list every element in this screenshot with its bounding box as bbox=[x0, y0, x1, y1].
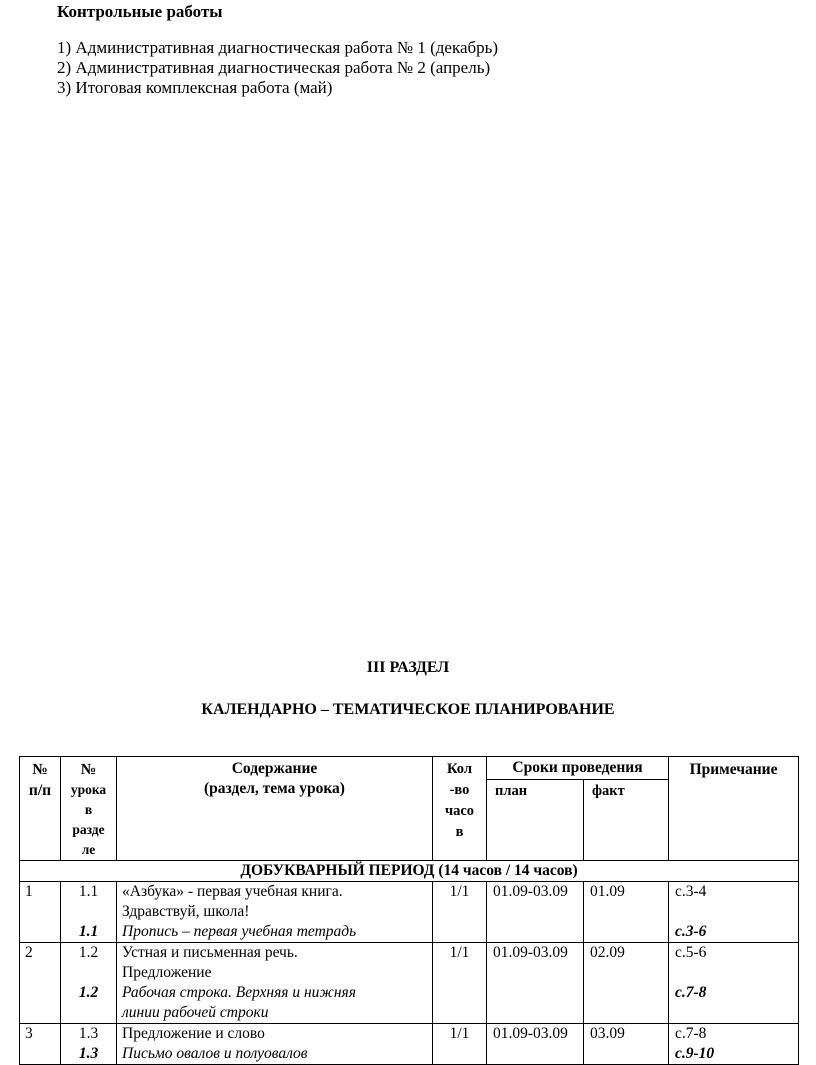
row-number: 3 bbox=[20, 1024, 61, 1065]
row-lesson-number: 1.3 1.3 bbox=[61, 1024, 117, 1065]
header-content: Содержание (раздел, тема урока) bbox=[117, 757, 433, 861]
header-number: № п/п bbox=[20, 757, 61, 861]
row-note: с.3-4 с.3-6 bbox=[669, 882, 799, 943]
table-header-row bbox=[20, 757, 799, 780]
row-number: 2 bbox=[20, 943, 61, 1024]
row-fact-date: 01.09 bbox=[584, 882, 669, 943]
row-content: Устная и письменная речь. Предложение Рабочая строка. Верхняя и нижняя линии рабочей строки bbox=[117, 943, 433, 1024]
row-content: Предложение и слово Письмо овалов и полуовалов bbox=[117, 1024, 433, 1065]
row-number: 1 bbox=[20, 882, 61, 943]
control-work-item: 3) Итоговая комплексная работа (май) bbox=[57, 78, 333, 97]
row-plan-date: 01.09-03.09 bbox=[487, 943, 584, 1024]
header-note: Примечание bbox=[669, 757, 799, 861]
control-work-item: 2) Административная диагностическая работа № 2 (апрель) bbox=[57, 58, 491, 77]
section-title: III РАЗДЕЛ bbox=[366, 659, 450, 676]
control-works-list bbox=[57, 38, 498, 98]
row-fact-date: 03.09 bbox=[584, 1024, 669, 1065]
row-note: с.7-8 с.9-10 bbox=[669, 1024, 799, 1065]
header-hours: Кол -во часо в bbox=[433, 757, 487, 861]
header-dates: Сроки проведения bbox=[487, 757, 669, 780]
row-hours: 1/1 bbox=[433, 882, 487, 943]
planning-title: КАЛЕНДАРНО – ТЕМАТИЧЕСКОЕ ПЛАНИРОВАНИЕ bbox=[201, 701, 615, 718]
table-row bbox=[20, 882, 799, 943]
row-note: с.5-6 с.7-8 bbox=[669, 943, 799, 1024]
header-fact: факт bbox=[584, 780, 669, 861]
control-work-item: 1) Административная диагностическая работа № 1 (декабрь) bbox=[57, 38, 499, 57]
row-plan-date: 01.09-03.09 bbox=[487, 1024, 584, 1065]
row-plan-date: 01.09-03.09 bbox=[487, 882, 584, 943]
planning-table bbox=[19, 756, 799, 1065]
period-title: ДОБУКВАРНЫЙ ПЕРИОД (14 часов / 14 часов) bbox=[20, 861, 799, 882]
row-fact-date: 02.09 bbox=[584, 943, 669, 1024]
table-row bbox=[20, 1024, 799, 1065]
period-row bbox=[20, 861, 799, 882]
row-hours: 1/1 bbox=[433, 1024, 487, 1065]
control-works-title: Контрольные работы bbox=[57, 2, 223, 21]
row-hours: 1/1 bbox=[433, 943, 487, 1024]
table-row bbox=[20, 943, 799, 1024]
row-lesson-number: 1.2 1.2 bbox=[61, 943, 117, 1024]
row-content: «Азбука» - первая учебная книга. Здравствуй, школа! Пропись – первая учебная тетрадь bbox=[117, 882, 433, 943]
row-lesson-number: 1.1 1.1 bbox=[61, 882, 117, 943]
header-lesson-number: № урока в разде ле bbox=[61, 757, 117, 861]
header-plan: план bbox=[487, 780, 584, 861]
